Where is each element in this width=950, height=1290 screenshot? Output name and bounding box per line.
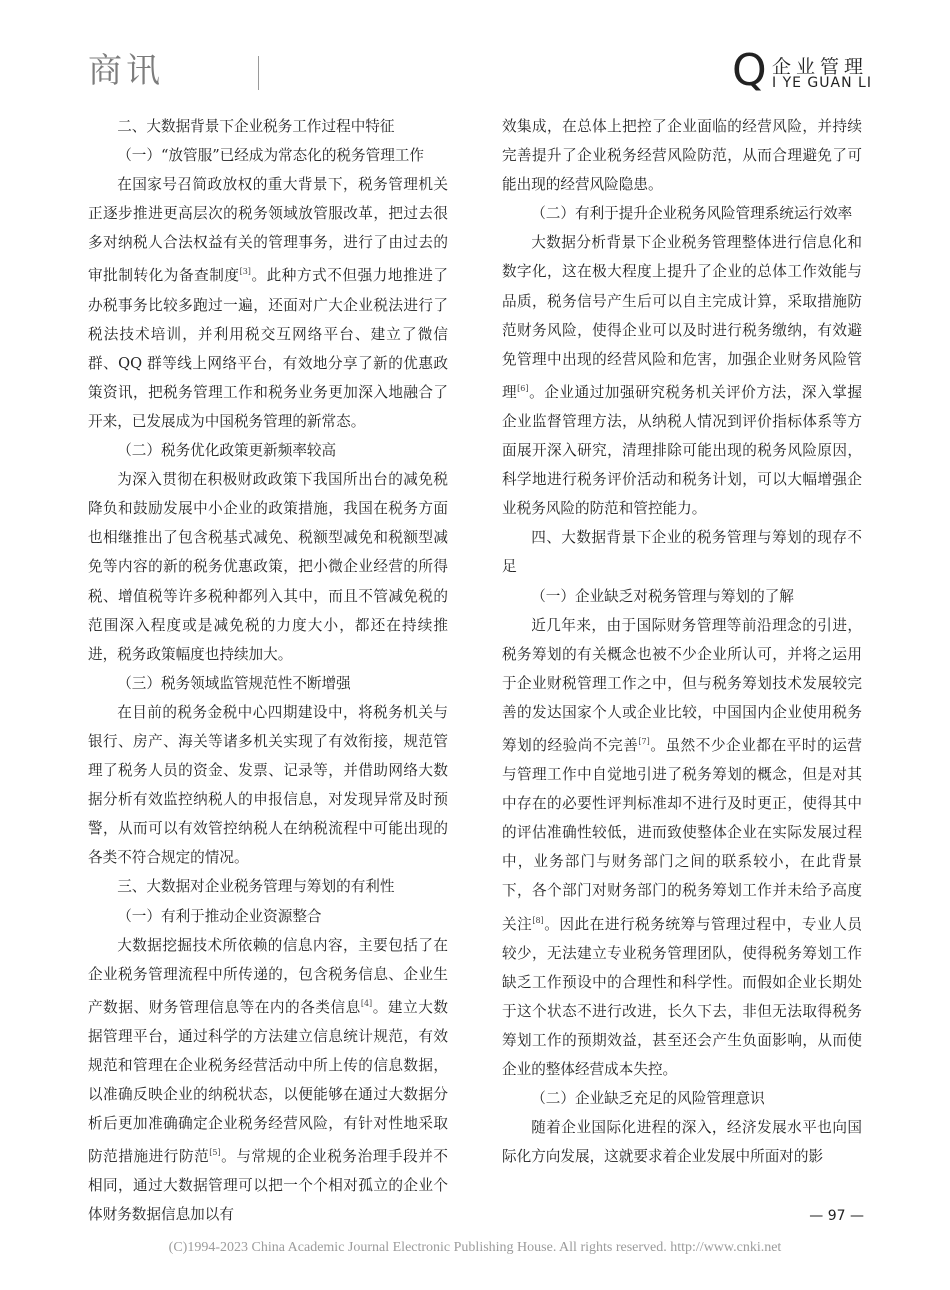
subsection-heading: （一）“放管服”已经成为常态化的税务管理工作 [117,147,424,165]
right-column [502,112,862,1171]
copyright-footer: (C)1994-2023 China Academic Journal Electronic Publishing House. All rights reserved. http://www.cnki.net [168,1240,782,1255]
logo-pinyin-title: I YE GUAN LI [772,75,872,91]
logo-left-text: 商讯 [88,51,164,91]
paragraph: 大数据挖掘技术所依赖的信息内容，主要包括了在企业税务管理流程中所传递的，包含税务信息、企业生产数据、财务管理信息等在内的各类信息[4]。建立大数据管理平台，通过科学的方法建立信息统计规范，有效规范和管理在企业税务经营活动中所上传的信息数据，以准确反映企业的纳税状态，以便能够在通过大数据分析后更加准确确定企业税务经营风险，有针对性地采取防范措施进行防范[5]。与常规的企业税务治理手段并不相同，通过大数据管理可以把一个个相对孤立的企业个体财务数据信息加以有 [88,936,448,1224]
citation-ref: [6] [517,383,529,393]
logo-q-letter: Q [732,45,767,96]
subsection-heading: （一）有利于推动企业资源整合 [117,907,322,925]
paragraph: 随着企业国际化进程的深入，经济发展水平也向国际化方向发展，这就要求着企业发展中所面对的影 [502,1119,862,1166]
subsection-heading: （二）企业缺乏充足的风险管理意识 [531,1090,765,1108]
paragraph: 近几年来，由于国际财务管理等前沿理念的引进，税务筹划的有关概念也被不少企业所认可，并将之运用于企业财税管理工作之中，但与税务筹划技术发展较完善的发达国家个人或企业比较，中国国内企业使用税务筹划的经验尚不完善[7]。虽然不少企业都在平时的运营与管理工作中自觉地引进了税务筹划的概念，但是对其中存在的必要性评判标准却不进行及时更正，使得其中的评估准确性较低，进而致使整体企业在实际发展过程中，业务部门与财务部门之间的联系较小，在此背景下，各个部门对财务部门的税务筹划工作并未给予高度关注[8]。因此在进行税务统筹与管理过程中，专业人员较少，无法建立专业税务管理团队，使得税务筹划工作缺乏工作预设中的合理性和科学性。而假如企业长期处于这个状态不进行改进，长久下去，非但无法取得税务筹划工作的预期效益，甚至还会产生负面影响，从而使企业的整体经营成本失控。 [502,616,862,1078]
journal-logo-left [88,50,164,92]
paragraph: 大数据分析背景下企业税务管理整体进行信息化和数字化，这在极大程度上提升了企业的总体工作效能与品质，税务信号产生后可以自主完成计算，采取措施防范财务风险，使得企业可以及时进行税务缴纳，有效避免管理中出现的经营风险和危害，加强企业财务风险管理[6]。企业通过加强研究税务机关评价方法，深入掌握企业监督管理方法，从纳税人情况到评价指标体系等方面展开深入研究，清理排除可能出现的税务风险原因，科学地进行税务评价活动和税务计划，可以大幅增强企业税务风险的防范和管控能力。 [502,234,862,518]
logo-divider [258,56,259,90]
citation-ref: [5] [209,1148,221,1158]
page-number: — 97 — [809,1208,864,1224]
section-heading: 三、大数据对企业税务管理与筹划的有利性 [117,878,395,896]
subsection-heading: （一）企业缺乏对税务管理与筹划的了解 [531,587,794,605]
subsection-heading: （二）税务优化政策更新频率较高 [117,442,337,460]
subsection-heading: （二）有利于提升企业税务风险管理系统运行效率 [531,205,853,223]
section-heading: 二、大数据背景下企业税务工作过程中特征 [117,118,395,135]
paragraph: 在目前的税务金税中心四期建设中，将税务机关与银行、房产、海关等诸多机关实现了有效衔接，规范管理了税务人员的资金、发票、记录等，并借助网络大数据分析有效监控纳税人的申报信息，对发现异常及时预警，从而可以有效管控纳税人在纳税流程中可能出现的各类不符合规定的情况。 [88,703,448,867]
logo-chinese-title: 企业管理 [772,56,869,78]
paragraph: 为深入贯彻在积极财政政策下我国所出台的减免税降负和鼓励发展中小企业的政策措施，我国在税务方面也相继推出了包含税基式减免、税额型减免和税额型减免等内容的新的税务优惠政策，把小微企业经营的所得税、增值税等许多税种都列入其中，而且不管减免税的范围深入程度或是减免税的力度大小，都还在持续推进，税务政策幅度也持续加大。 [88,471,448,663]
citation-ref: [8] [532,915,544,925]
section-heading: 四、大数据背景下企业的税务管理与筹划的现存不足 [502,529,862,576]
subsection-heading: （三）税务领域监管规范性不断增强 [117,674,351,692]
citation-ref: [7] [638,736,650,746]
left-column [88,112,448,1230]
paragraph: 效集成，在总体上把控了企业面临的经营风险，并持续完善提升了企业税务经营风险防范，从而合理避免了可能出现的经营风险隐患。 [502,118,862,194]
journal-logo-right [732,45,882,96]
citation-ref: [4] [360,998,373,1008]
citation-ref: [3] [239,267,251,277]
paragraph: 在国家号召简政放权的重大背景下，税务管理机关正逐步推进更高层次的税务领域放管服改革，把过去很多对纳税人合法权益有关的管理事务，进行了由过去的审批制转化为备查制度[3]。此种方式不但强力地推进了办税事务比较多跑过一遍，还面对广大企业税法进行了税法技术培训，并利用税交互网络平台、建立了微信群、QQ 群等线上网络平台，有效地分享了新的优惠政策资讯，把税务管理工作和税务业务更加深入地融合了开来，已发展成为中国税务管理的新常态。 [88,176,448,430]
